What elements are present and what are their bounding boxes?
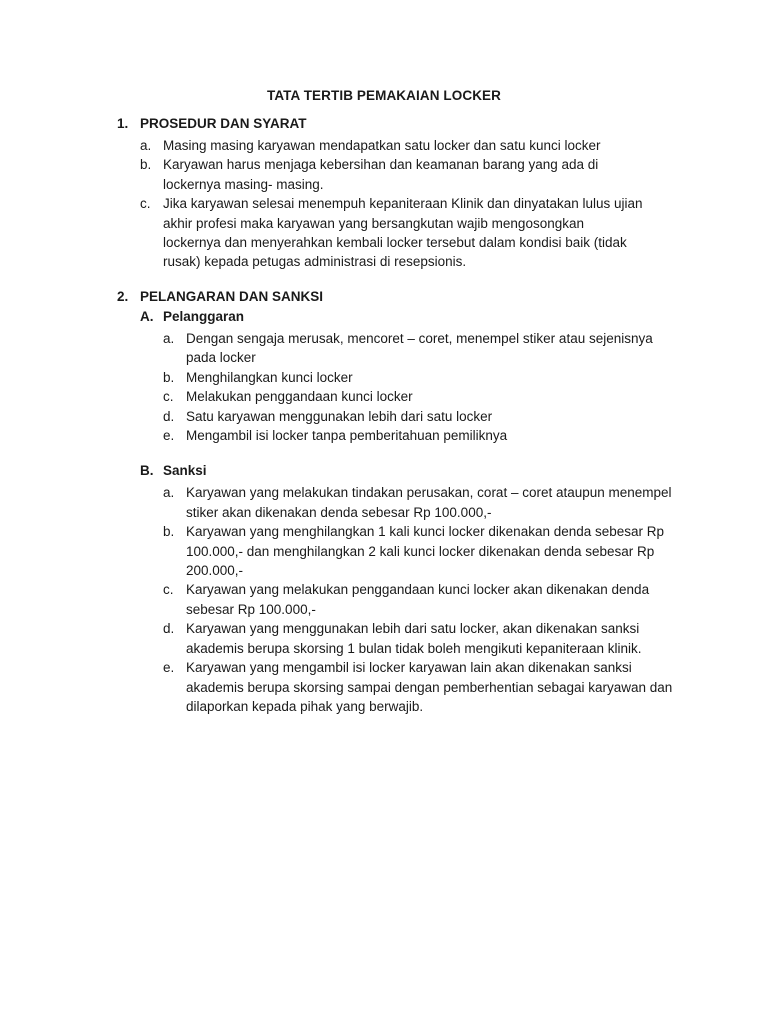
item-label: d. [163, 408, 175, 424]
item-text: Karyawan yang melakukan tindakan perusakan, corat – coret ataupun menempel stiker akan dikenakan denda sebesar Rp 100.000,- [186, 485, 672, 520]
section-number: 2. [117, 289, 129, 304]
list-item [0, 136, 768, 155]
list-item [0, 658, 768, 716]
list-item [0, 483, 768, 522]
section-title: PROSEDUR DAN SYARAT [140, 116, 307, 131]
item-label: d. [163, 621, 175, 637]
list-item [0, 387, 768, 406]
subsection-label: A. [140, 309, 154, 324]
item-label: a. [163, 331, 175, 346]
list-item [0, 619, 768, 658]
item-text: Menghilangkan kunci locker [186, 369, 353, 385]
section-pelanggaran-sanksi [0, 289, 768, 716]
list-item [0, 522, 768, 580]
list-item [0, 155, 768, 194]
item-label: a. [163, 485, 175, 501]
item-text: Karyawan yang menggunakan lebih dari satu locker, akan dikenakan sanksi akademis berupa skorsing 1 bulan tidak boleh mengikuti kepaniteraan klinik. [186, 621, 642, 656]
section-number: 1. [117, 116, 129, 131]
item-label: b. [163, 524, 175, 540]
item-label: b. [140, 157, 152, 173]
item-text: Masing masing karyawan mendapatkan satu locker dan satu kunci locker [163, 138, 601, 153]
item-text: Melakukan penggandaan kunci locker [186, 389, 413, 405]
item-label: c. [163, 389, 174, 405]
subsection-heading-pelanggaran [0, 309, 768, 329]
item-text: Dengan sengaja merusak, mencoret – coret, menempel stiker atau sejenisnya pada locker [186, 331, 653, 366]
document-title: TATA TERTIB PEMAKAIAN LOCKER [266, 88, 502, 103]
item-label: c. [163, 582, 174, 598]
item-text: Karyawan yang mengambil isi locker karyawan lain akan dikenakan sanksi akademis berupa skorsing sampai dengan pemberhentian sebagai karyawan dan dilaporkan kepada pihak yang berwajib. [186, 660, 673, 714]
item-text: Satu karyawan menggunakan lebih dari satu locker [186, 408, 493, 424]
spacer [0, 445, 768, 463]
section-heading [0, 116, 768, 136]
item-text: Karyawan yang menghilangkan 1 kali kunci locker dikenakan denda sebesar Rp 100.000,- dan menghilangkan 2 kali kunci locker dikenakan denda sebesar Rp 200.000,- [186, 524, 665, 579]
section-heading [0, 289, 768, 309]
item-label: e. [163, 660, 175, 676]
subsection-label: B. [140, 463, 154, 479]
item-label: a. [140, 138, 152, 153]
list-item [0, 329, 768, 368]
list-item [0, 580, 768, 619]
list-item [0, 407, 768, 426]
item-label: b. [163, 369, 175, 385]
section-prosedur [0, 116, 768, 272]
list-item [0, 194, 768, 272]
section-title: PELANGARAN DAN SANKSI [140, 289, 324, 304]
item-text: Jika karyawan selesai menempuh kepaniteraan Klinik dan dinyatakan lulus ujian akhir profesi maka karyawan yang bersangkutan wajib mengosongkan lockernya dan menyerahkan kembali locker tersebut dalam kondisi baik (tidak rusak) kepada petugas administrasi di resepsionis. [163, 196, 643, 270]
item-text: Karyawan harus menjaga kebersihan dan keamanan barang yang ada di lockernya masing- masing. [163, 157, 599, 192]
subsection-title: Sanksi [163, 463, 207, 479]
subsection-title: Pelanggaran [163, 309, 245, 324]
item-label: c. [140, 196, 151, 212]
item-label: e. [163, 428, 175, 444]
subsection-heading-sanksi [0, 463, 768, 483]
list-item [0, 426, 768, 445]
item-text: Karyawan yang melakukan penggandaan kunci locker akan dikenakan denda sebesar Rp 100.000,- [186, 582, 650, 617]
list-item [0, 368, 768, 387]
item-text: Mengambil isi locker tanpa pemberitahuan pemiliknya [186, 428, 508, 444]
